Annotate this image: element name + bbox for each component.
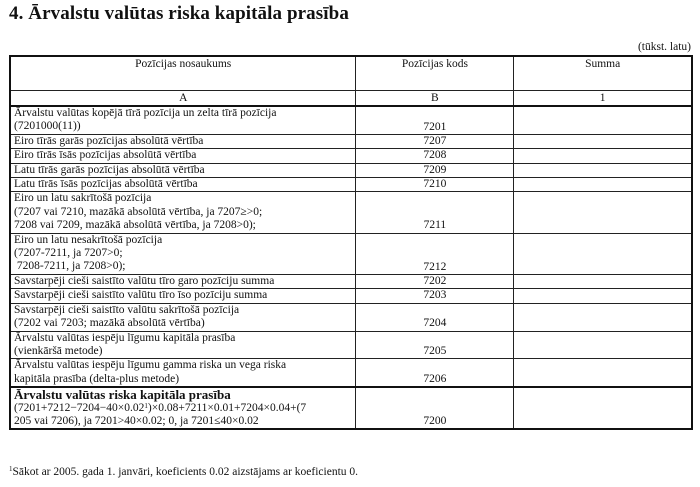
- row-sum-cell[interactable]: [514, 359, 692, 387]
- row-code: 7208: [356, 149, 514, 163]
- column-letter-sum: 1: [514, 91, 692, 107]
- footnote-ref: 1: [144, 401, 148, 410]
- description-line: (vienkāršā metode): [14, 344, 103, 357]
- row-sum-cell[interactable]: [514, 289, 692, 303]
- table-row: [10, 178, 692, 192]
- total-description: [10, 387, 356, 429]
- row-code: 7203: [356, 289, 514, 303]
- row-description: [10, 149, 356, 163]
- row-sum-cell[interactable]: [514, 149, 692, 163]
- row-description: [10, 192, 356, 233]
- description-line: (7207 vai 7210, mazākā absolūtā vērtība, ja 7207≥>0;: [14, 205, 263, 218]
- column-letter-code: B: [356, 91, 514, 107]
- description-line: 7208 vai 7209, mazākā absolūtā vērtība, ja 7208>0);: [14, 219, 256, 232]
- description-line: Ārvalstu valūtas iespēju līgumu gamma riska un vega riska: [14, 359, 287, 372]
- row-description: [10, 106, 356, 134]
- row-sum-cell[interactable]: [514, 233, 692, 274]
- description-line: Savstarpēji cieši saistīto valūtu sakrītošā pozīcija: [14, 303, 240, 316]
- row-sum-cell[interactable]: [514, 192, 692, 233]
- description-line: Eiro tīrās garās pozīcijas absolūtā vērtība: [14, 134, 204, 147]
- unit-label: (tūkst. latu): [637, 41, 691, 53]
- description-line: Latu tīrās īsās pozīcijas absolūtā vērtība: [14, 178, 198, 191]
- description-line: Eiro un latu sakrītošā pozīcija: [14, 192, 152, 205]
- column-letter-name: A: [10, 91, 356, 107]
- row-description: [10, 303, 356, 331]
- description-line: Ārvalstu valūtas iespēju līgumu kapitāla prasība: [14, 331, 236, 344]
- row-description: [10, 178, 356, 192]
- header-code: Pozīcijas kods: [356, 56, 514, 91]
- row-description: [10, 163, 356, 177]
- formula-part: (7201+7212−7204−40×0.02: [14, 401, 145, 414]
- capital-requirement-table: [9, 55, 693, 430]
- row-code: 7211: [356, 192, 514, 233]
- row-code: 7204: [356, 303, 514, 331]
- description-line: (7207-7211, ja 7207>0;: [14, 247, 123, 260]
- row-sum-cell[interactable]: [514, 274, 692, 288]
- table-row: [10, 134, 692, 148]
- total-sum-cell[interactable]: [514, 387, 692, 429]
- total-formula-line-1: [14, 402, 352, 415]
- row-description: [10, 289, 356, 303]
- footnote-text: Sākot ar 2005. gada 1. janvāri, koeficients 0.02 aizstājams ar koeficientu 0.: [12, 466, 359, 478]
- table-row: [10, 233, 692, 274]
- total-formula-line-2: 205 vai 7206), ja 7201>40×0.02; 0, ja 7201≤40×0.02: [14, 414, 259, 427]
- header-row: [10, 56, 692, 91]
- row-sum-cell[interactable]: [514, 106, 692, 134]
- row-description: [10, 274, 356, 288]
- row-code: 7202: [356, 274, 514, 288]
- table-row: [10, 274, 692, 288]
- row-code: 7209: [356, 163, 514, 177]
- table-row: [10, 359, 692, 387]
- table-row: [10, 192, 692, 233]
- total-code: 7200: [356, 387, 514, 429]
- row-sum-cell[interactable]: [514, 178, 692, 192]
- table-row: [10, 106, 692, 134]
- formula-part: )×0.08+7211×0.01+7204×0.04+(7: [147, 401, 307, 414]
- footnote-mark: 1: [9, 465, 13, 473]
- footnote: [9, 466, 358, 478]
- header-name: Pozīcijas nosaukums: [10, 56, 356, 91]
- description-line: Latu tīrās garās pozīcijas absolūtā vērtība: [14, 163, 205, 176]
- row-code: 7212: [356, 233, 514, 274]
- description-line: (7201000(11)): [14, 120, 81, 133]
- total-title: Ārvalstu valūtas riska kapitāla prasība: [14, 387, 231, 403]
- row-code: 7205: [356, 331, 514, 359]
- row-sum-cell[interactable]: [514, 163, 692, 177]
- row-description: [10, 331, 356, 359]
- description-line: 7208-7211, ja 7208>0);: [14, 260, 126, 273]
- page-title: 4. Ārvalstu valūtas riska kapitāla prasība: [9, 3, 349, 24]
- row-code: 7201: [356, 106, 514, 134]
- description-line: Eiro tīrās īsās pozīcijas absolūtā vērtība: [14, 149, 197, 162]
- row-code: 7210: [356, 178, 514, 192]
- description-line: Savstarpēji cieši saistīto valūtu tīro īso pozīciju summa: [14, 289, 268, 302]
- description-line: kapitāla prasība (delta-plus metode): [14, 372, 180, 385]
- row-sum-cell[interactable]: [514, 134, 692, 148]
- description-line: Ārvalstu valūtas kopējā tīrā pozīcija un zelta tīrā pozīcija: [14, 107, 277, 119]
- description-line: Eiro un latu nesakrītošā pozīcija: [14, 233, 163, 246]
- total-row: [10, 387, 692, 429]
- table-row: [10, 163, 692, 177]
- table-row: [10, 303, 692, 331]
- table-row: [10, 149, 692, 163]
- column-letter-row: [10, 91, 692, 107]
- row-code: 7206: [356, 359, 514, 387]
- header-sum: Summa: [514, 56, 692, 91]
- row-description: [10, 134, 356, 148]
- table-row: [10, 289, 692, 303]
- description-line: (7202 vai 7203; mazākā absolūtā vērtība): [14, 317, 205, 330]
- row-sum-cell[interactable]: [514, 331, 692, 359]
- row-description: [10, 233, 356, 274]
- table-body: [10, 106, 692, 387]
- row-code: 7207: [356, 134, 514, 148]
- row-sum-cell[interactable]: [514, 303, 692, 331]
- table-row: [10, 331, 692, 359]
- row-description: [10, 359, 356, 387]
- description-line: Savstarpēji cieši saistīto valūtu tīro garo pozīciju summa: [14, 274, 275, 287]
